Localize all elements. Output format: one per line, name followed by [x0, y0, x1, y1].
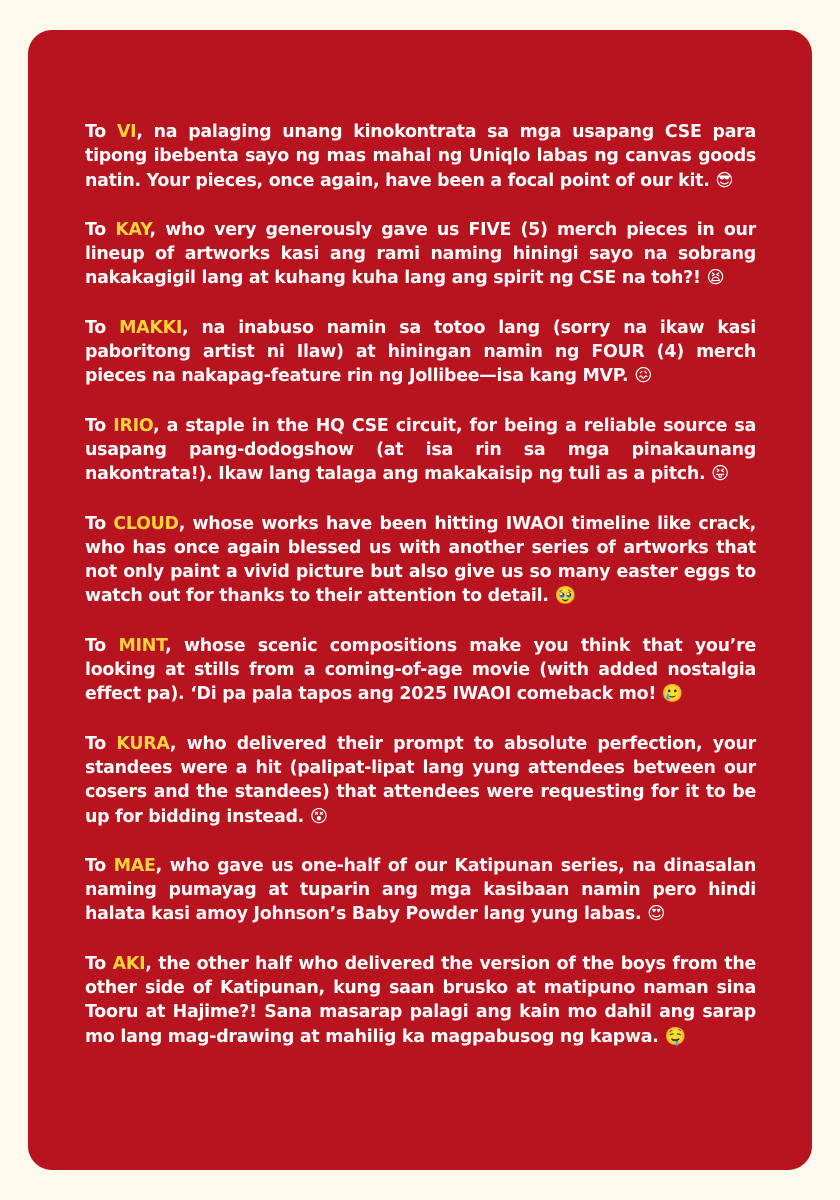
artist-name-kura: KURA [116, 733, 170, 754]
thanks-text: , a staple in the HQ CSE circuit, for being a reliable source sa usapang pang-dodogshow (at isa rin sa mga pinakaunang nakontrata!). Ikaw lang talaga ang makakaisip ng tuli as a pitch. [85, 415, 756, 485]
acknowledgements-card [28, 30, 812, 1170]
thanks-lead: To [85, 513, 114, 534]
thanks-paragraph-kay [85, 218, 756, 291]
artist-name-vi: VI [116, 122, 137, 142]
artist-name-kay: KAY [115, 219, 150, 240]
thanks-text: , whose scenic compositions make you think that you’re looking at stills from a coming-of-age movie (with added nostalgia effect pa). ‘Di pa pala tapos ang 2025 IWAOI comeback mo! [85, 635, 756, 705]
drooling-face-emoji-icon: 🤤 [664, 1026, 687, 1047]
thanks-paragraph-mint [85, 634, 756, 707]
thanks-paragraph-vi [85, 120, 756, 193]
thanks-paragraph-aki [85, 952, 756, 1049]
dizzy-face-emoji-icon: 😵 [309, 806, 328, 827]
thanks-text: , the other half who delivered the version of the boys from the other side of Katipunan, kung saan brusko at matipuno naman sina Tooru at Hajime?! Sana masarap palagi ang kain mo dahil ang sarap mo lang mag-drawing at mahilig ka magpabusog ng kapwa. [85, 953, 756, 1047]
confounded-face-emoji-icon: 😖 [634, 366, 653, 387]
thanks-text: , who gave us one-half of our Katipunan series, na dinasalan naming pumayag at tuparin ang mga kasibaan namin pero hindi halata kasi amoy Johnson’s Baby Powder lang yung labas. [85, 855, 756, 925]
holding-back-tears-emoji-icon: 🥹 [554, 586, 577, 607]
thanks-lead: To [85, 635, 119, 656]
artist-name-irio: IRIO [113, 415, 153, 436]
thanks-lead: To [85, 415, 114, 436]
tired-face-emoji-icon: 😫 [706, 268, 725, 289]
thanks-paragraph-irio [85, 414, 756, 487]
smiling-tear-emoji-icon: 🥲 [661, 684, 684, 705]
thanks-paragraph-makki [85, 316, 756, 389]
thanks-text: , whose works have been hitting IWAOI timeline like crack, who has once again blessed us with another series of artworks that not only paint a vivid picture but also give us so many easter eggs to watch out for thanks to their attention to detail. [85, 513, 756, 607]
thanks-paragraph-mae [85, 854, 756, 927]
thanks-text: , na inabuso namin sa totoo lang (sorry na ikaw kasi paboritong artist ni Ilaw) at hiningan namin ng FOUR (4) merch pieces na nakapag-feature rin ng Jollibee—isa kang MVP. [85, 317, 756, 387]
thanks-text: , na palaging unang kinokontrata sa mga usapang CSE para tipong ibebenta sayo ng mas mahal ng Uniqlo labas ng canvas goods natin. Your pieces, once again, have been a focal point of our kit. [85, 122, 756, 191]
heart-eyes-emoji-icon: 😍 [647, 904, 666, 925]
thanks-lead: To [85, 953, 113, 974]
thanks-paragraph-kura [85, 732, 756, 829]
thanks-paragraph-cloud [85, 512, 756, 609]
artist-name-aki: AKI [112, 953, 146, 974]
squinting-tongue-emoji-icon: 😝 [711, 464, 730, 485]
thanks-lead: To [85, 122, 117, 142]
artist-name-cloud: CLOUD [113, 513, 179, 534]
artist-name-mae: MAE [113, 855, 156, 876]
artist-name-mint: MINT [118, 635, 166, 656]
thanks-lead: To [85, 733, 117, 754]
thanks-lead: To [85, 317, 120, 338]
thanks-lead: To [85, 219, 116, 240]
artist-name-makki: MAKKI [119, 317, 183, 338]
cool-face-emoji-icon: 😎 [715, 170, 734, 191]
thanks-lead: To [85, 855, 114, 876]
thanks-text: , who very generously gave us FIVE (5) merch pieces in our lineup of artworks kasi ang rami naming hiningi sayo na sobrang nakakagigil lang at kuhang kuha lang ang spirit ng CSE na toh?! [85, 219, 756, 289]
thanks-text: , who delivered their prompt to absolute perfection, your standees were a hit (palipat-lipat lang yung attendees between our cosers and the standees) that attendees were requesting for it to be up for bidding instead. [85, 733, 756, 827]
